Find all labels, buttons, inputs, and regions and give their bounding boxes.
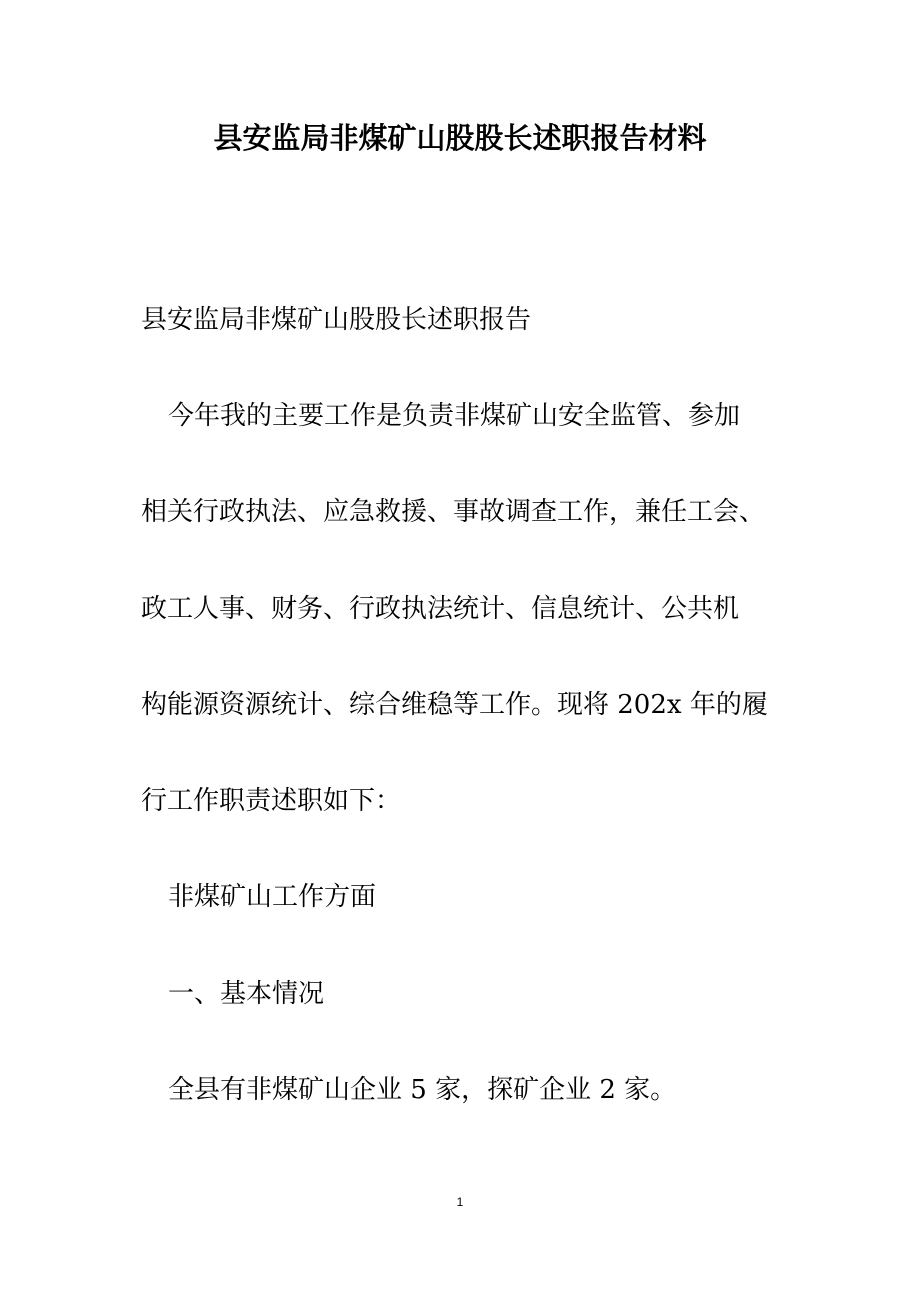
subsection-heading: 一、基本情况 <box>168 979 325 1009</box>
page-number: 1 <box>456 1195 464 1209</box>
section-heading: 非煤矿山工作方面 <box>168 882 377 912</box>
paragraph-line: 相关行政执法、应急救援、事故调查工作，兼任工会、 <box>141 497 766 527</box>
paragraph-line: 行工作职责述职如下： <box>141 786 402 816</box>
paragraph-line: 全县有非煤矿山企业 5 家，探矿企业 2 家。 <box>168 1075 677 1105</box>
paragraph-line: 政工人事、财务、行政执法统计、信息统计、公共机 <box>141 594 740 624</box>
paragraph-line: 今年我的主要工作是负责非煤矿山安全监管、参加 <box>168 401 741 431</box>
document-title: 县安监局非煤矿山股股长述职报告材料 <box>213 121 707 155</box>
report-subtitle: 县安监局非煤矿山股股长述职报告 <box>141 305 532 335</box>
paragraph-line: 构能源资源统计、综合维稳等工作。现将 202x 年的履 <box>141 690 768 720</box>
